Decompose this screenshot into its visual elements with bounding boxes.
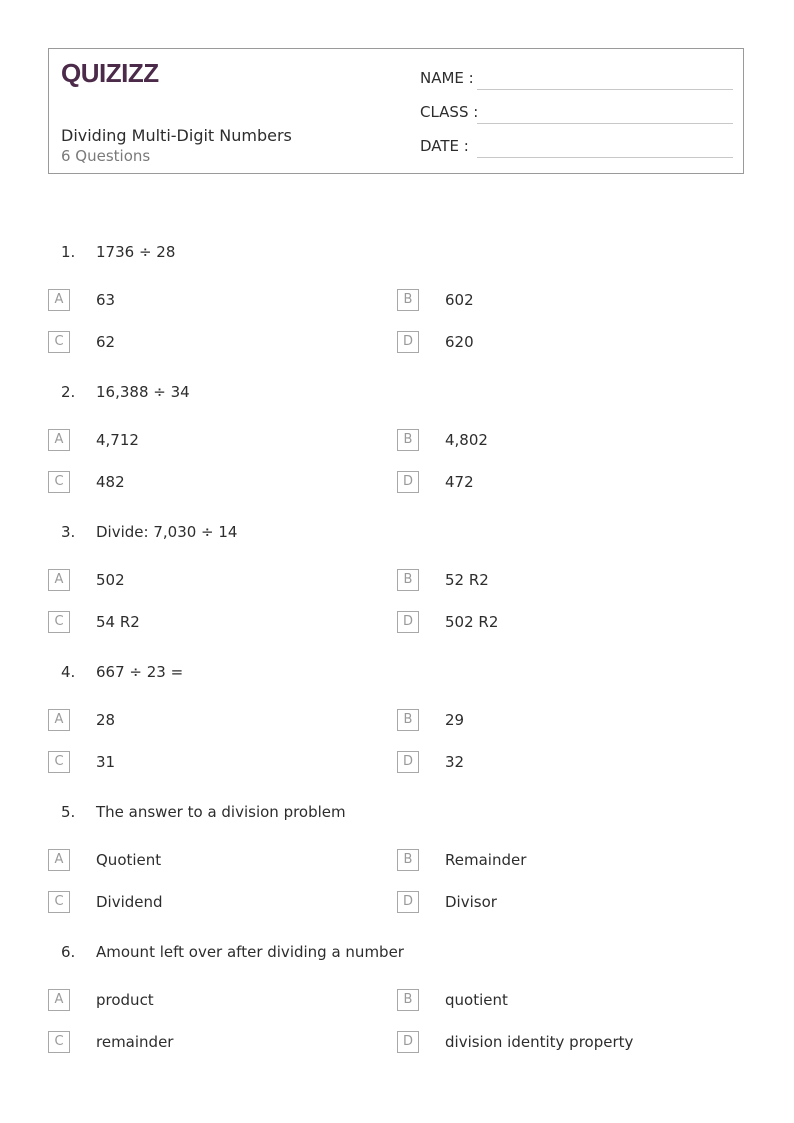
option-text: 620 bbox=[445, 333, 474, 351]
option-letter-box[interactable]: C bbox=[48, 1031, 70, 1053]
question-4 bbox=[0, 662, 794, 802]
question-5 bbox=[0, 802, 794, 942]
option-letter-box[interactable]: A bbox=[48, 709, 70, 731]
quizizz-logo: QUIZIZZ bbox=[61, 58, 159, 88]
option-text: quotient bbox=[445, 991, 508, 1009]
option-text: 29 bbox=[445, 711, 465, 729]
option-text: 32 bbox=[445, 753, 465, 771]
question-text: 16,388 ÷ 34 bbox=[96, 383, 190, 401]
question-text: 1736 ÷ 28 bbox=[96, 243, 176, 261]
option-letter-box[interactable]: B bbox=[397, 429, 419, 451]
option-text: 31 bbox=[96, 753, 116, 771]
question-number: 1. bbox=[61, 243, 76, 261]
option-letter-box[interactable]: D bbox=[397, 471, 419, 493]
worksheet-header bbox=[48, 48, 744, 174]
option-text: 4,712 bbox=[96, 431, 139, 449]
name-label: NAME : bbox=[420, 69, 474, 87]
question-number: 5. bbox=[61, 803, 76, 821]
class-label: CLASS : bbox=[420, 103, 479, 121]
option-text: 52 R2 bbox=[445, 571, 489, 589]
question-count: 6 Questions bbox=[61, 147, 151, 165]
option-letter-box[interactable]: A bbox=[48, 849, 70, 871]
option-letter-box[interactable]: D bbox=[397, 1031, 419, 1053]
question-number: 4. bbox=[61, 663, 76, 681]
option-text: Remainder bbox=[445, 851, 527, 869]
question-text: The answer to a division problem bbox=[96, 803, 346, 821]
option-letter-box[interactable]: B bbox=[397, 989, 419, 1011]
question-number: 6. bbox=[61, 943, 76, 961]
option-letter-box[interactable]: D bbox=[397, 331, 419, 353]
option-text: 62 bbox=[96, 333, 116, 351]
question-2 bbox=[0, 382, 794, 522]
name-field[interactable] bbox=[420, 68, 733, 92]
option-letter-box[interactable]: D bbox=[397, 751, 419, 773]
option-letter-box[interactable]: B bbox=[397, 709, 419, 731]
option-letter-box[interactable]: B bbox=[397, 849, 419, 871]
option-text: 63 bbox=[96, 291, 116, 309]
question-number: 3. bbox=[61, 523, 76, 541]
option-letter-box[interactable]: B bbox=[397, 569, 419, 591]
option-letter-box[interactable]: C bbox=[48, 611, 70, 633]
date-line[interactable] bbox=[477, 157, 733, 158]
question-6 bbox=[0, 942, 794, 1082]
question-1 bbox=[0, 242, 794, 382]
option-letter-box[interactable]: A bbox=[48, 429, 70, 451]
option-text: Divisor bbox=[445, 893, 497, 911]
question-text: 667 ÷ 23 = bbox=[96, 663, 184, 681]
option-text: 472 bbox=[445, 473, 474, 491]
option-letter-box[interactable]: B bbox=[397, 289, 419, 311]
option-text: 502 R2 bbox=[445, 613, 499, 631]
option-letter-box[interactable]: A bbox=[48, 569, 70, 591]
question-text: Divide: 7,030 ÷ 14 bbox=[96, 523, 238, 541]
question-text: Amount left over after dividing a number bbox=[96, 943, 404, 961]
option-text: 602 bbox=[445, 291, 474, 309]
option-letter-box[interactable]: A bbox=[48, 989, 70, 1011]
worksheet-title: Dividing Multi-Digit Numbers bbox=[61, 126, 292, 145]
option-text: product bbox=[96, 991, 154, 1009]
option-text: 28 bbox=[96, 711, 116, 729]
date-field[interactable] bbox=[420, 136, 733, 160]
option-text: remainder bbox=[96, 1033, 174, 1051]
option-text: 54 R2 bbox=[96, 613, 140, 631]
option-text: 482 bbox=[96, 473, 125, 491]
class-field[interactable] bbox=[420, 102, 733, 126]
option-letter-box[interactable]: C bbox=[48, 331, 70, 353]
option-text: 502 bbox=[96, 571, 125, 589]
option-text: 4,802 bbox=[445, 431, 488, 449]
name-line[interactable] bbox=[477, 89, 733, 90]
option-text: Dividend bbox=[96, 893, 163, 911]
question-3 bbox=[0, 522, 794, 662]
option-letter-box[interactable]: C bbox=[48, 471, 70, 493]
option-text: division identity property bbox=[445, 1033, 634, 1051]
option-letter-box[interactable]: D bbox=[397, 891, 419, 913]
date-label: DATE : bbox=[420, 137, 469, 155]
question-number: 2. bbox=[61, 383, 76, 401]
option-letter-box[interactable]: C bbox=[48, 751, 70, 773]
class-line[interactable] bbox=[477, 123, 733, 124]
option-text: Quotient bbox=[96, 851, 162, 869]
option-letter-box[interactable]: D bbox=[397, 611, 419, 633]
option-letter-box[interactable]: C bbox=[48, 891, 70, 913]
option-letter-box[interactable]: A bbox=[48, 289, 70, 311]
